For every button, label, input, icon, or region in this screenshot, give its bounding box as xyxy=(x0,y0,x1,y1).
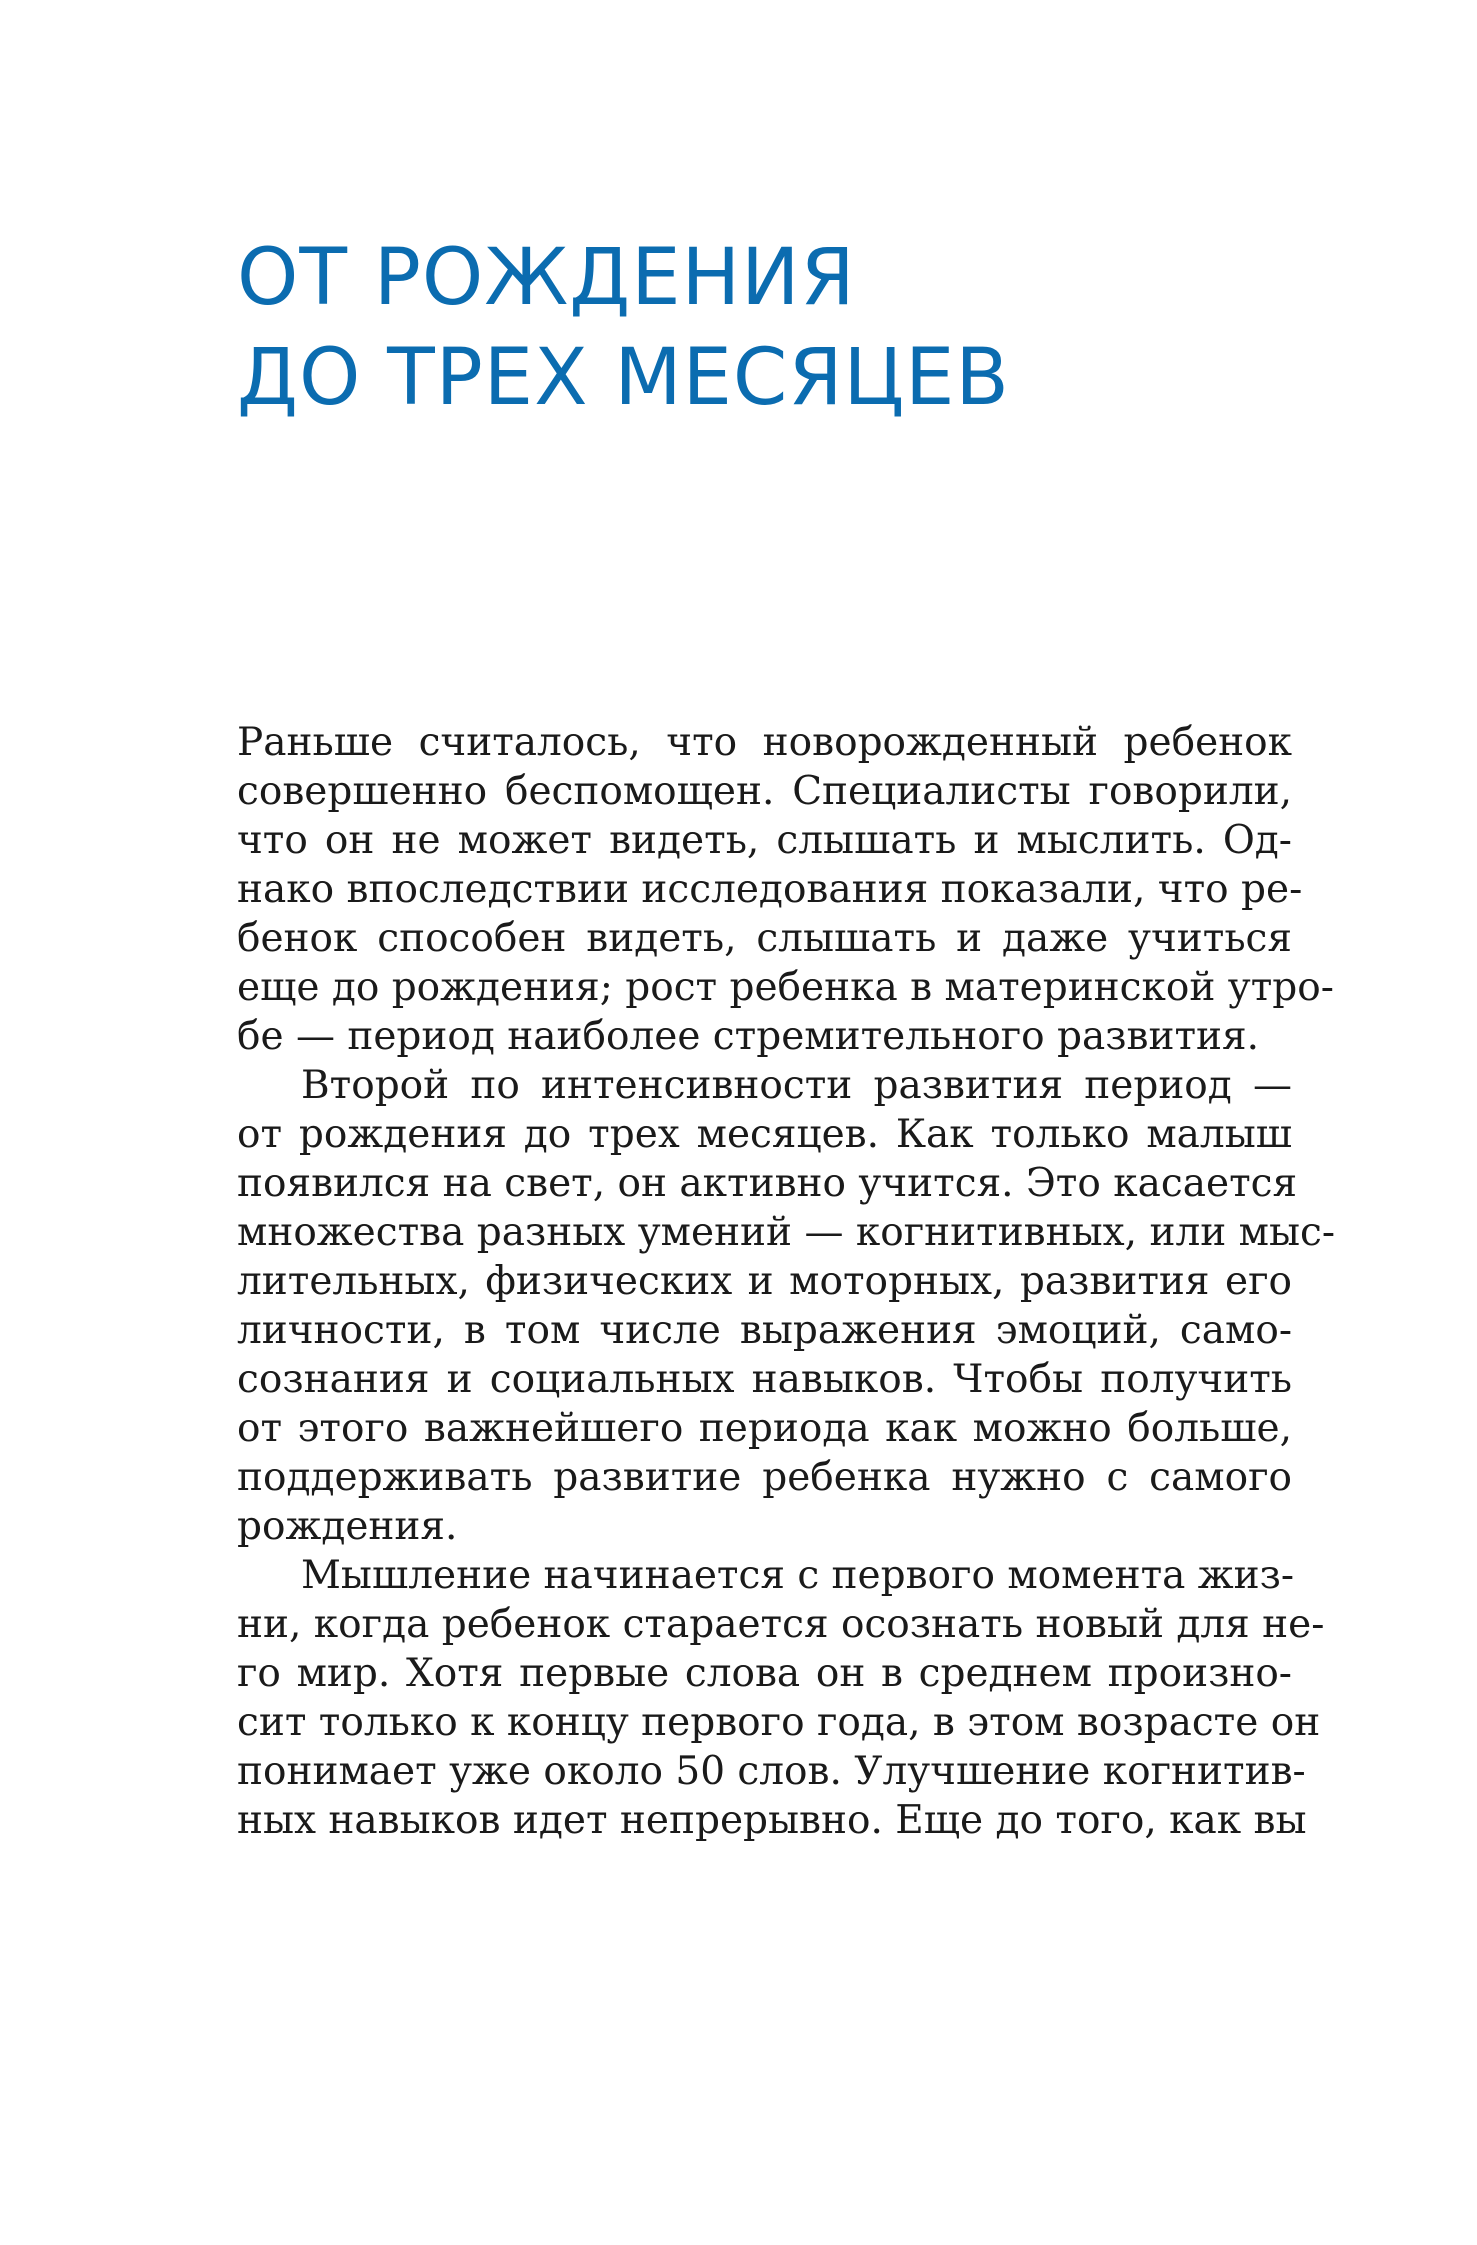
text-line: лительных, физических и моторных, развития его xyxy=(237,1259,1292,1304)
text-line: от рождения до трех месяцев. Как только малыш xyxy=(237,1112,1292,1157)
text-line: Второй по интенсивности развития период — xyxy=(301,1063,1292,1108)
text-line: го мир. Хотя первые слова он в среднем произно- xyxy=(237,1651,1292,1696)
paragraph-3 xyxy=(237,1551,1325,1845)
text-line: ни, когда ребенок старается осознать новый для не- xyxy=(237,1602,1325,1647)
text-line: Мышление начинается с первого момента жиз- xyxy=(301,1553,1295,1598)
text-line: от этого важнейшего периода как можно больше, xyxy=(237,1406,1292,1451)
text-line: личности, в том числе выражения эмоций, само- xyxy=(237,1308,1292,1353)
text-line: рождения. xyxy=(237,1504,458,1549)
paragraph-2 xyxy=(237,1061,1336,1551)
paragraph-1 xyxy=(237,718,1334,1061)
chapter-title-line-2: ДО ТРЕХ МЕСЯЦЕВ xyxy=(237,333,1010,423)
text-line: что он не может видеть, слышать и мыслить. Од- xyxy=(237,818,1292,863)
text-line: сознания и социальных навыков. Чтобы получить xyxy=(237,1357,1292,1402)
text-line: сит только к концу первого года, в этом возрасте он xyxy=(237,1700,1321,1745)
text-line: бе — период наиболее стремительного развития. xyxy=(237,1014,1260,1059)
body-text xyxy=(237,718,1336,1845)
chapter-title xyxy=(237,228,1277,428)
chapter-title-line-1: ОТ РОЖДЕНИЯ xyxy=(237,233,856,323)
text-line: поддерживать развитие ребенка нужно с самого xyxy=(237,1455,1292,1500)
text-line: ных навыков идет непрерывно. Еще до того, как вы xyxy=(237,1798,1307,1843)
text-line: появился на свет, он активно учится. Это касается xyxy=(237,1161,1298,1206)
text-line: совершенно беспомощен. Специалисты говорили, xyxy=(237,769,1292,814)
text-line: множества разных умений — когнитивных, или мыс- xyxy=(237,1210,1336,1255)
text-line: еще до рождения; рост ребенка в материнской утро- xyxy=(237,965,1334,1010)
text-line: Раньше считалось, что новорожденный ребенок xyxy=(237,720,1292,765)
text-line: нако впоследствии исследования показали, что ре- xyxy=(237,867,1303,912)
text-line: бенок способен видеть, слышать и даже учиться xyxy=(237,916,1292,961)
text-line: понимает уже около 50 слов. Улучшение когнитив- xyxy=(237,1749,1306,1794)
